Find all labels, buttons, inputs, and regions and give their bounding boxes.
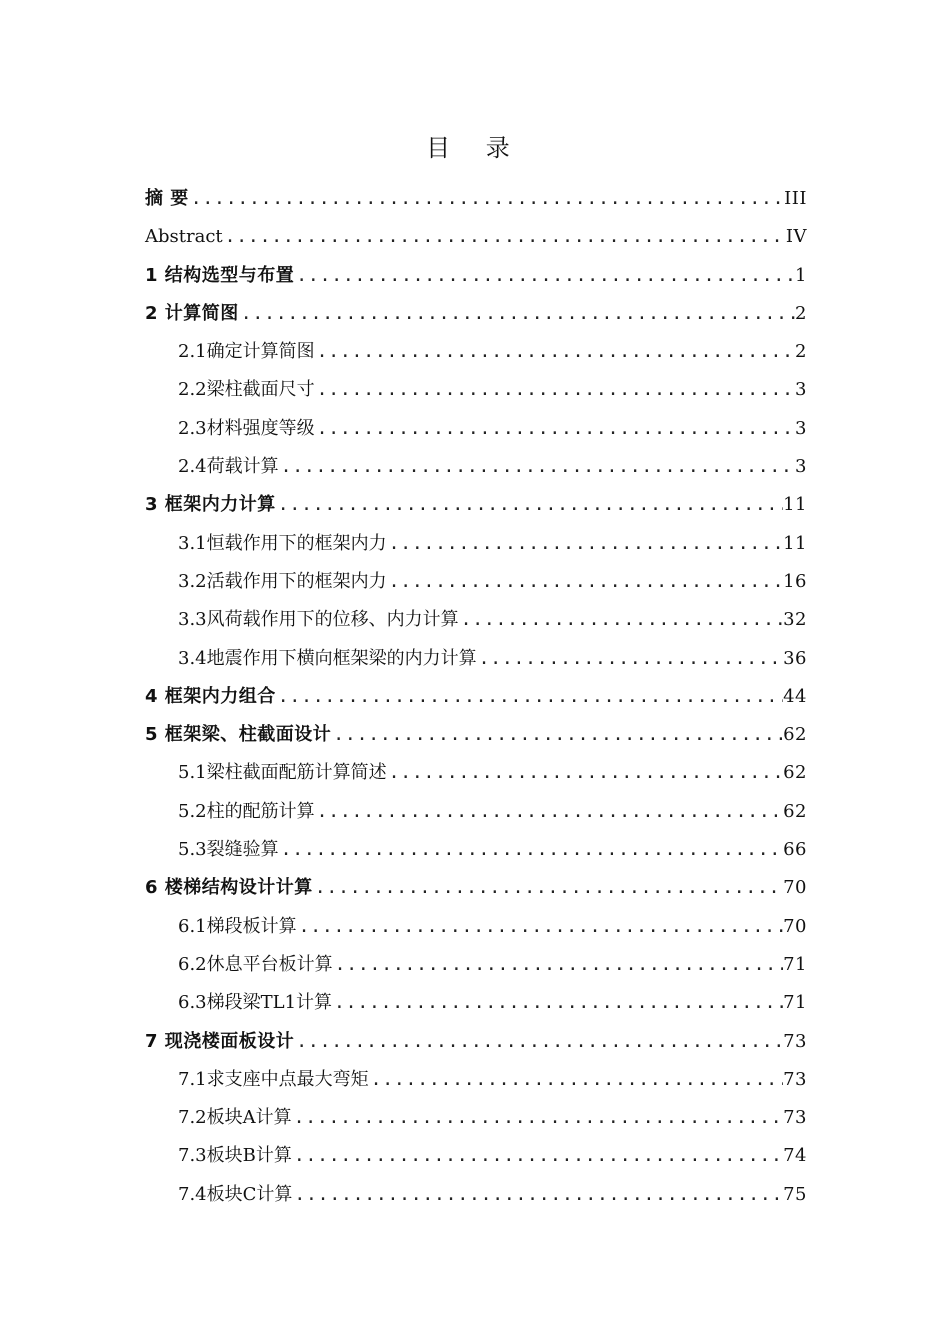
toc-entry-label: 7.4板块C计算 <box>178 1183 293 1205</box>
toc-entry[interactable] <box>145 180 807 218</box>
toc-entry-page-number: 71 <box>783 953 807 975</box>
toc-entry[interactable] <box>145 908 807 946</box>
toc-leader-dots <box>331 716 783 754</box>
toc-entry-page-number: 2 <box>795 341 807 363</box>
toc-entry-label: 7 现浇楼面板设计 <box>145 1030 295 1052</box>
toc-entry-label: 4 框架内力组合 <box>145 685 276 707</box>
toc-leader-dots <box>313 869 783 907</box>
toc-entry-label: 2.1确定计算简图 <box>178 341 315 363</box>
toc-entry[interactable] <box>145 486 807 524</box>
toc-entry-label: 6.1梯段板计算 <box>178 915 297 937</box>
toc-leader-dots <box>292 1137 783 1175</box>
toc-leader-dots <box>279 448 795 486</box>
toc-entry-label: 5.1梁柱截面配筋计算简述 <box>178 762 387 784</box>
toc-entry-page-number: 3 <box>795 456 807 478</box>
toc-entry-label: 1 结构选型与布置 <box>145 264 295 286</box>
toc-leader-dots <box>315 333 795 371</box>
toc-entry-label: 7.2板块A计算 <box>178 1107 292 1129</box>
toc-leader-dots <box>315 371 795 409</box>
toc-leader-dots <box>332 984 783 1022</box>
toc-entry-label: 3 框架内力计算 <box>145 494 276 516</box>
toc-entry-page-number: 74 <box>783 1145 807 1167</box>
toc-leader-dots <box>294 257 795 295</box>
toc-entry[interactable] <box>145 525 807 563</box>
toc-leader-dots <box>477 640 783 678</box>
toc-entry-page-number: 62 <box>783 800 807 822</box>
toc-entry-label: 2 计算简图 <box>145 302 239 324</box>
toc-leader-dots <box>297 908 783 946</box>
toc-entry-label: 2.3材料强度等级 <box>178 417 315 439</box>
toc-entry-page-number: 70 <box>783 877 807 899</box>
toc-entry-label: 5.2柱的配筋计算 <box>178 800 315 822</box>
toc-entry-label: 5 框架梁、柱截面设计 <box>145 724 332 746</box>
toc-entry[interactable] <box>145 257 807 295</box>
toc-entry-page-number: 36 <box>783 647 807 669</box>
toc-entry-label: 3.3风荷载作用下的位移、内力计算 <box>178 609 459 631</box>
toc-leader-dots <box>369 1061 783 1099</box>
toc-leader-dots <box>387 754 783 792</box>
toc-entry[interactable] <box>145 1023 807 1061</box>
toc-leader-dots <box>292 1099 783 1137</box>
toc-entry-label: 摘 要 <box>145 188 189 209</box>
toc-leader-dots <box>279 831 783 869</box>
toc-entry-page-number: 62 <box>783 762 807 784</box>
toc-entry-label: 6 楼梯结构设计计算 <box>145 877 313 899</box>
toc-entry-page-number: 2 <box>795 302 807 324</box>
toc-entry[interactable] <box>145 563 807 601</box>
toc-entry[interactable] <box>145 831 807 869</box>
toc-entry-label: 2.2梁柱截面尺寸 <box>178 379 315 401</box>
toc-entry-page-number: 1 <box>795 264 807 286</box>
toc-entry-page-number: 3 <box>795 379 807 401</box>
toc-leader-dots <box>333 946 783 984</box>
toc-entry-page-number: 66 <box>783 839 807 861</box>
toc-entry[interactable] <box>145 295 807 333</box>
toc-entry-page-number: IV <box>785 226 807 248</box>
toc-entry-page-number: 75 <box>783 1183 807 1205</box>
toc-entry[interactable] <box>145 1176 807 1214</box>
toc-entry[interactable] <box>145 754 807 792</box>
toc-entry-label: 2.4荷载计算 <box>178 456 279 478</box>
toc-entry-label: Abstract <box>145 226 223 248</box>
toc-leader-dots <box>315 410 795 448</box>
table-of-contents <box>145 180 807 1214</box>
toc-entry-label: 6.3梯段梁TL1计算 <box>178 992 333 1014</box>
toc-leader-dots <box>276 678 783 716</box>
toc-entry[interactable] <box>145 869 807 907</box>
toc-leader-dots <box>223 218 786 256</box>
toc-entry[interactable] <box>145 984 807 1022</box>
toc-leader-dots <box>294 1023 783 1061</box>
toc-entry[interactable] <box>145 333 807 371</box>
toc-entry[interactable] <box>145 448 807 486</box>
toc-leader-dots <box>189 180 784 218</box>
toc-entry[interactable] <box>145 793 807 831</box>
toc-entry-label: 5.3裂缝验算 <box>178 839 279 861</box>
toc-entry[interactable] <box>145 678 807 716</box>
toc-leader-dots <box>276 486 783 524</box>
toc-entry[interactable] <box>145 601 807 639</box>
toc-entry-page-number: 11 <box>783 532 807 554</box>
toc-leader-dots <box>459 601 783 639</box>
toc-entry[interactable] <box>145 1099 807 1137</box>
toc-entry-page-number: 73 <box>783 1068 807 1090</box>
toc-entry-label: 3.1恒载作用下的框架内力 <box>178 532 387 554</box>
toc-entry-page-number: 73 <box>783 1030 807 1052</box>
toc-entry[interactable] <box>145 218 807 256</box>
toc-entry-label: 3.2活载作用下的框架内力 <box>178 570 387 592</box>
toc-leader-dots <box>315 793 783 831</box>
toc-entry-page-number: III <box>784 188 807 209</box>
toc-entry-label: 7.1求支座中点最大弯矩 <box>178 1068 369 1090</box>
toc-entry-page-number: 62 <box>783 724 807 746</box>
toc-entry[interactable] <box>145 946 807 984</box>
toc-leader-dots <box>387 563 783 601</box>
toc-entry-page-number: 71 <box>783 992 807 1014</box>
page-title: 目 录 <box>426 134 524 162</box>
toc-leader-dots <box>292 1176 783 1214</box>
toc-entry[interactable] <box>145 640 807 678</box>
toc-entry-page-number: 32 <box>783 609 807 631</box>
toc-entry[interactable] <box>145 410 807 448</box>
toc-entry-page-number: 11 <box>783 494 807 516</box>
toc-entry-label: 3.4地震作用下横向框架梁的内力计算 <box>178 647 477 669</box>
toc-entry[interactable] <box>145 371 807 409</box>
toc-entry-page-number: 3 <box>795 417 807 439</box>
toc-leader-dots <box>387 525 783 563</box>
toc-entry-page-number: 44 <box>783 685 807 707</box>
toc-entry[interactable] <box>145 716 807 754</box>
toc-entry[interactable] <box>145 1137 807 1175</box>
toc-entry-page-number: 73 <box>783 1107 807 1129</box>
toc-entry[interactable] <box>145 1061 807 1099</box>
toc-entry-page-number: 16 <box>783 570 807 592</box>
toc-entry-page-number: 70 <box>783 915 807 937</box>
toc-entry-label: 7.3板块B计算 <box>178 1145 292 1167</box>
toc-leader-dots <box>239 295 795 333</box>
toc-entry-label: 6.2休息平台板计算 <box>178 953 333 975</box>
